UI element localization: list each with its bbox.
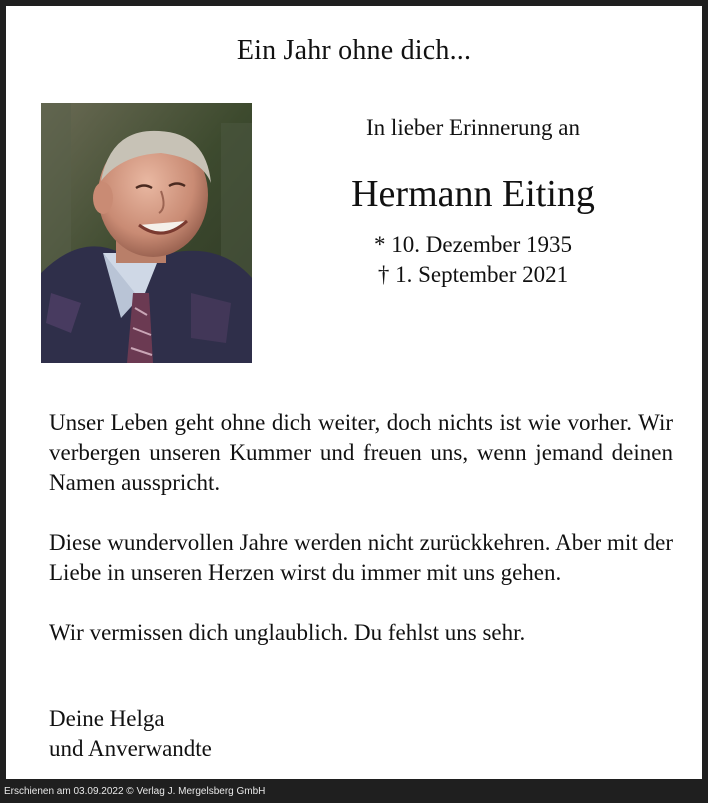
notice-title: Ein Jahr ohne dich... bbox=[236, 35, 472, 66]
signature bbox=[49, 704, 449, 764]
publication-footer: Erschienen am 03.09.2022 © Verlag J. Mergelsberg GmbH bbox=[4, 786, 266, 797]
signature-line-2: und Anverwandte bbox=[49, 736, 212, 761]
portrait-photo bbox=[41, 103, 252, 363]
deceased-name: Hermann Eiting bbox=[351, 173, 595, 215]
memorial-intro: In lieber Erinnerung an bbox=[366, 115, 580, 140]
memorial-text bbox=[49, 408, 673, 678]
obituary-notice bbox=[6, 6, 702, 779]
paragraph-3: Wir vermissen dich unglaublich. Du fehlst uns sehr. bbox=[49, 620, 526, 645]
life-dates bbox=[298, 230, 648, 290]
birth-date: * 10. Dezember 1935 bbox=[374, 232, 572, 257]
death-date: † 1. September 2021 bbox=[377, 262, 569, 287]
signature-line-1: Deine Helga bbox=[49, 706, 165, 731]
paragraph-1: Unser Leben geht ohne dich weiter, doch nichts ist wie vorher. Wir verbergen unseren Kummer und freuen uns, wenn jemand deinen Namen ausspricht. bbox=[49, 410, 673, 495]
paragraph-2: Diese wundervollen Jahre werden nicht zurückkehren. Aber mit der Liebe in unseren Herzen wirst du immer mit uns gehen. bbox=[49, 530, 673, 585]
